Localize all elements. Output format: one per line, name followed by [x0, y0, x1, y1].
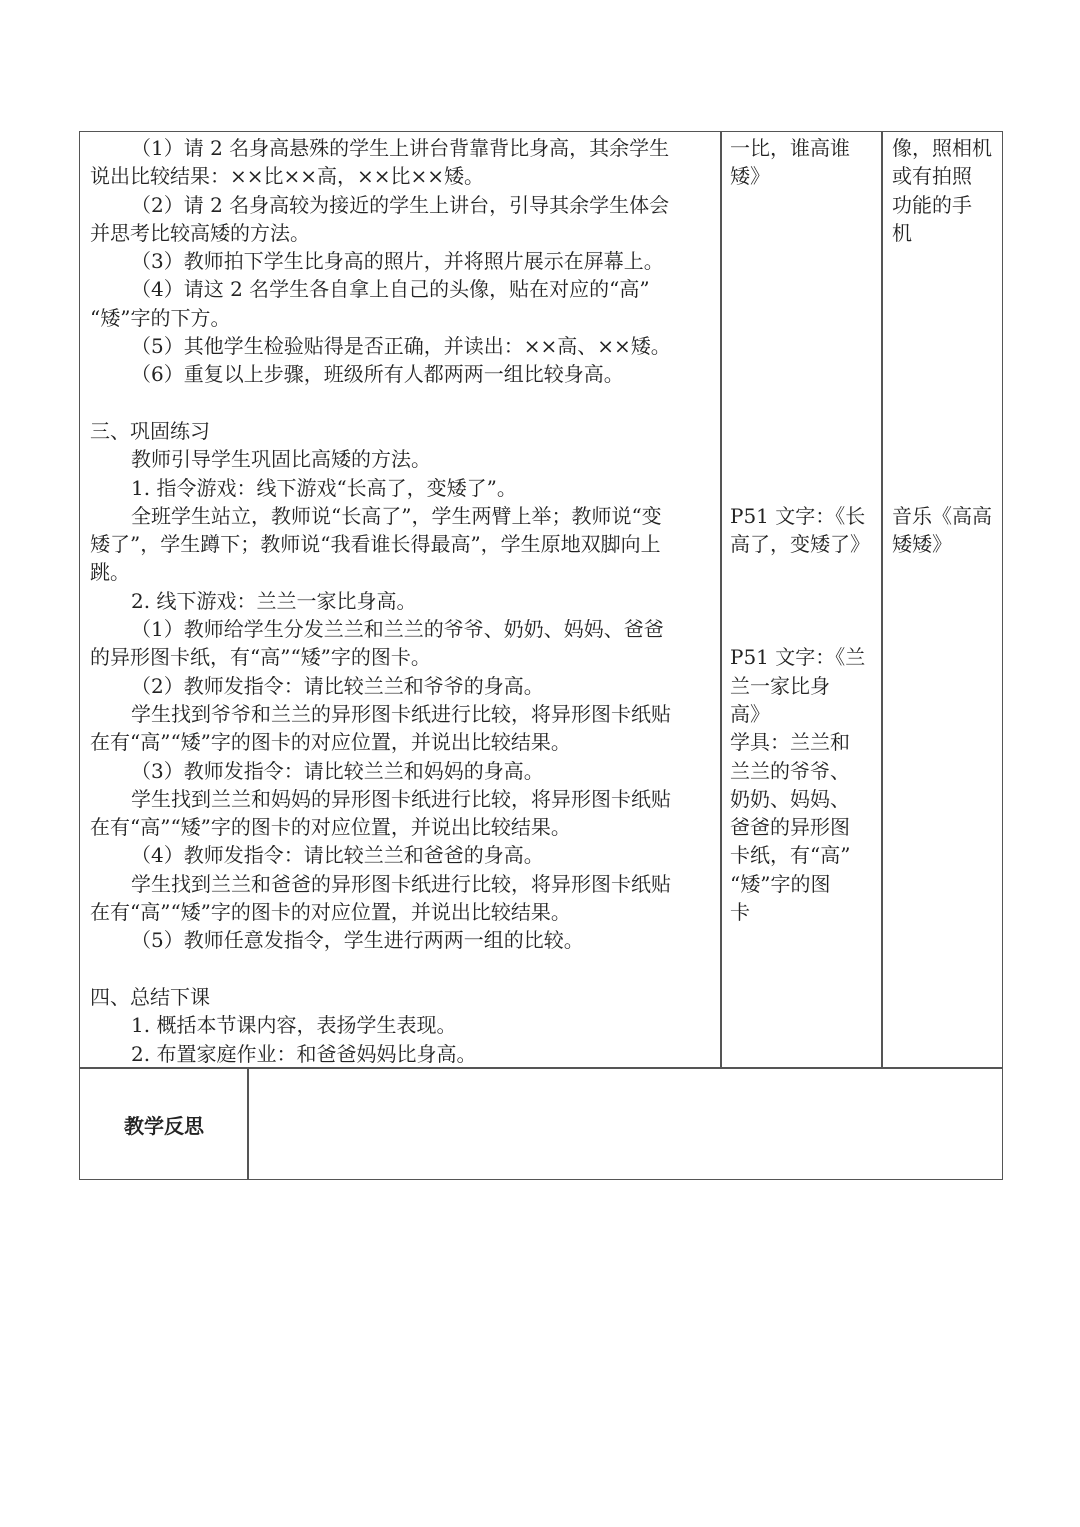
text-line — [730, 417, 878, 445]
text-line — [730, 615, 878, 643]
text-line: 2. 布置家庭作业：和爸爸妈妈比身高。 — [131, 1041, 477, 1066]
text-line — [730, 360, 878, 388]
text-line: 兰一家比身 — [730, 673, 830, 698]
text-line: 机 — [892, 220, 912, 245]
text-line — [730, 247, 878, 275]
text-line — [892, 389, 1000, 417]
text-line: 矮了”，学生蹲下；教师说“我看谁长得最高”，学生原地双脚向上 — [90, 532, 661, 557]
text-line: 全班学生站立，教师说“长高了”，学生两臂上举；教师说“变 — [131, 503, 662, 528]
text-line: 兰兰的爷爷、 — [730, 758, 850, 783]
text-line: 爸爸的异形图 — [730, 815, 850, 840]
media-cell — [892, 134, 1000, 558]
text-line — [730, 191, 878, 219]
text-line — [892, 360, 1000, 388]
text-line: （4）请这 2 名学生各自拿上自己的头像，贴在对应的“高” — [131, 277, 650, 302]
text-line — [90, 955, 715, 983]
text-line — [730, 332, 878, 360]
text-line: 功能的手 — [892, 192, 972, 217]
text-line — [892, 417, 1000, 445]
text-line — [892, 247, 1000, 275]
column-divider-2 — [881, 132, 883, 1067]
lesson-table — [79, 131, 1003, 1180]
text-line — [892, 474, 1000, 502]
text-line: 高》 — [730, 701, 770, 726]
text-line: “矮”字的图 — [730, 871, 831, 896]
text-line: 说出比较结果：××比××高，××比××矮。 — [90, 164, 485, 189]
text-line: 三、巩固练习 — [90, 418, 210, 443]
text-line — [730, 275, 878, 303]
column-divider-1 — [720, 132, 722, 1067]
text-line — [730, 474, 878, 502]
text-line: 跳。 — [90, 560, 130, 585]
text-line: 并思考比较高矮的方法。 — [90, 220, 310, 245]
text-line — [730, 219, 878, 247]
text-line: 四、总结下课 — [90, 984, 210, 1009]
text-line: 矮矮》 — [892, 532, 952, 557]
resources-cell — [730, 134, 878, 926]
text-line: 卡纸，有“高” — [730, 843, 851, 868]
text-line — [892, 332, 1000, 360]
text-line: 学生找到爷爷和兰兰的异形图卡纸进行比较，将异形图卡纸贴 — [131, 701, 671, 726]
text-line: 2. 线下游戏：兰兰一家比身高。 — [131, 588, 417, 613]
text-line — [730, 445, 878, 473]
text-line: 1. 概括本节课内容，表扬学生表现。 — [131, 1013, 457, 1038]
text-line: 奶奶、妈妈、 — [730, 786, 850, 811]
text-line: 的异形图卡纸，有“高”“矮”字的图卡。 — [90, 645, 431, 670]
text-line: 一比，谁高谁 — [730, 136, 850, 160]
text-line: 或有拍照 — [892, 164, 972, 189]
reflection-label: 教学反思 — [124, 1113, 204, 1138]
text-line — [730, 558, 878, 586]
text-line: 学具：兰兰和 — [730, 730, 850, 755]
text-line — [90, 389, 715, 417]
text-line: 高了，变矮了》 — [730, 532, 870, 557]
text-line — [892, 445, 1000, 473]
text-line: （2）请 2 名身高较为接近的学生上讲台，引导其余学生体会 — [131, 192, 670, 217]
text-line: 在有“高”“矮”字的图卡的对应位置，并说出比较结果。 — [90, 730, 571, 755]
text-line: P51 文字：《兰 — [730, 645, 866, 670]
text-line: （1）请 2 名身高悬殊的学生上讲台背靠背比身高，其余学生 — [131, 136, 670, 160]
text-line: （5）教师任意发指令，学生进行两两一组的比较。 — [131, 928, 584, 953]
text-line: 在有“高”“矮”字的图卡的对应位置，并说出比较结果。 — [90, 900, 571, 925]
text-line: 1. 指令游戏：线下游戏“长高了，变矮了”。 — [131, 475, 517, 500]
text-line — [892, 304, 1000, 332]
text-line: “矮”字的下方。 — [90, 305, 231, 330]
text-line: 音乐《高高 — [892, 503, 992, 528]
text-line: 卡 — [730, 900, 750, 925]
text-line: （1）教师给学生分发兰兰和兰兰的爷爷、奶奶、妈妈、爸爸 — [131, 617, 664, 642]
text-line: （6）重复以上步骤，班级所有人都两两一组比较身高。 — [131, 362, 624, 387]
text-line — [730, 587, 878, 615]
text-line: （5）其他学生检验贴得是否正确，并读出：××高、××矮。 — [131, 334, 671, 359]
text-line: 教师引导学生巩固比高矮的方法。 — [131, 447, 431, 472]
text-line: 在有“高”“矮”字的图卡的对应位置，并说出比较结果。 — [90, 815, 571, 840]
text-line: 矮》 — [730, 164, 770, 189]
text-line: 像，照相机 — [892, 136, 992, 160]
text-line — [730, 304, 878, 332]
text-line: 学生找到兰兰和妈妈的异形图卡纸进行比较，将异形图卡纸贴 — [131, 786, 671, 811]
text-line: 学生找到兰兰和爸爸的异形图卡纸进行比较，将异形图卡纸贴 — [131, 871, 671, 896]
text-line: （4）教师发指令：请比较兰兰和爸爸的身高。 — [131, 843, 544, 868]
text-line — [892, 275, 1000, 303]
text-line: （3）教师发指令：请比较兰兰和妈妈的身高。 — [131, 758, 544, 783]
procedure-cell — [90, 134, 715, 1068]
text-line — [730, 389, 878, 417]
text-line: （2）教师发指令：请比较兰兰和爷爷的身高。 — [131, 673, 544, 698]
text-line: （3）教师拍下学生比身高的照片，并将照片展示在屏幕上。 — [131, 249, 664, 274]
text-line: P51 文字：《长 — [730, 503, 866, 528]
